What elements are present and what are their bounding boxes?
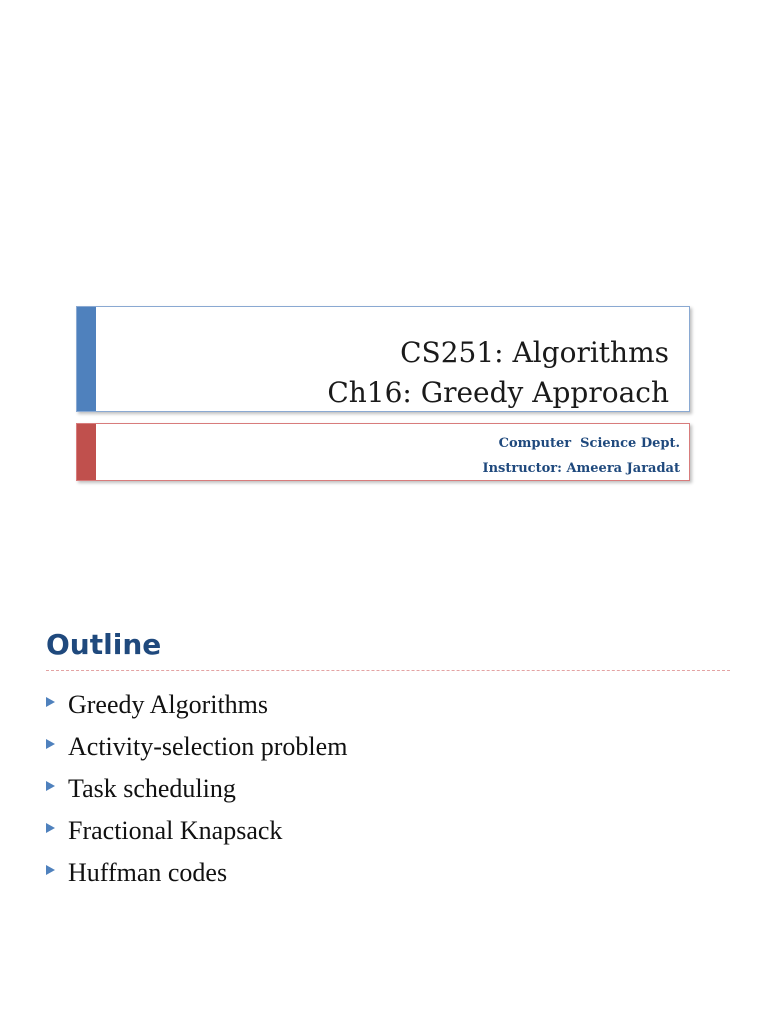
outline-heading: Outline — [46, 628, 162, 661]
list-item-text: Activity-selection problem — [68, 732, 348, 761]
list-item-text: Greedy Algorithms — [68, 690, 269, 719]
triangle-bullet-icon — [46, 781, 55, 791]
outline-list — [46, 684, 347, 894]
slide-subtitle — [483, 431, 680, 481]
subtitle-line-department: Computer Science Dept. — [498, 436, 680, 451]
title-card — [76, 306, 690, 412]
list-item — [46, 726, 347, 768]
triangle-bullet-icon — [46, 865, 55, 875]
subtitle-line-instructor: Instructor: Ameera Jaradat — [482, 461, 680, 476]
list-item-text: Fractional Knapsack — [68, 816, 283, 845]
subtitle-card — [76, 423, 690, 481]
list-item — [46, 810, 347, 852]
list-item — [46, 768, 347, 810]
triangle-bullet-icon — [46, 823, 55, 833]
subtitle-accent-bar — [77, 424, 96, 480]
triangle-bullet-icon — [46, 739, 55, 749]
title-line-course: CS251: Algorithms — [400, 336, 669, 369]
list-item — [46, 852, 347, 894]
outline-divider — [46, 670, 730, 671]
title-accent-bar — [77, 307, 96, 411]
title-line-chapter: Ch16: Greedy Approach — [327, 376, 669, 409]
list-item — [46, 684, 347, 726]
list-item-text: Huffman codes — [68, 858, 228, 887]
slide-title — [327, 333, 669, 413]
triangle-bullet-icon — [46, 697, 55, 707]
list-item-text: Task scheduling — [68, 774, 236, 803]
